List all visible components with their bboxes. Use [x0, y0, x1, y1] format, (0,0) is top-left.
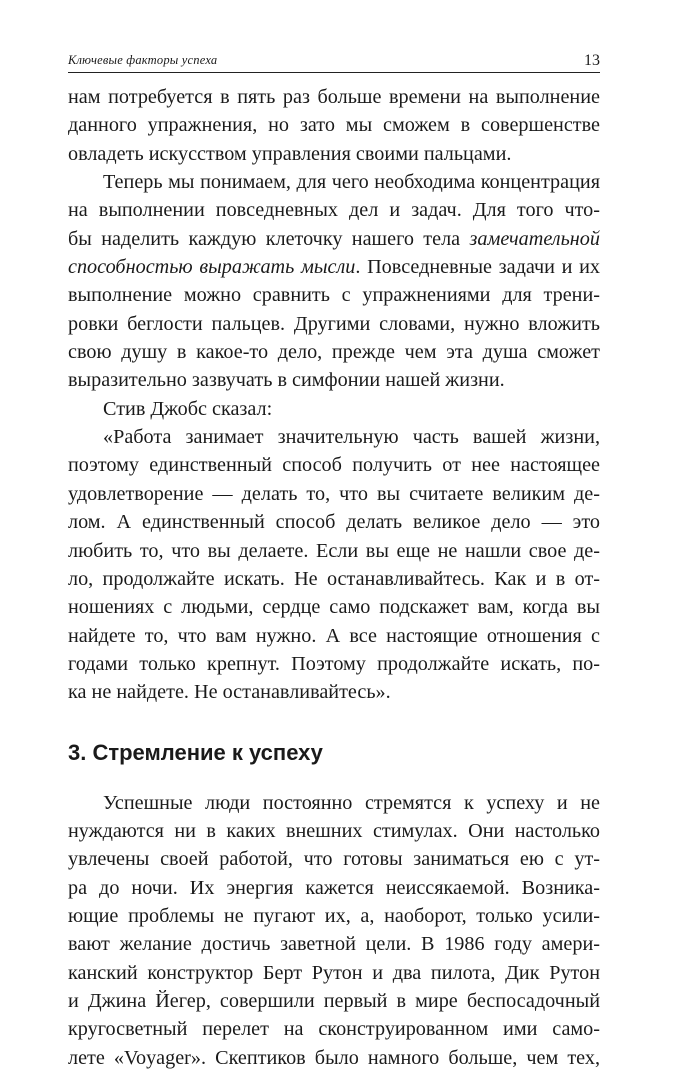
text-line: канский конструктор Берт Рутон и два пилота, Дик Рутон — [68, 961, 600, 984]
emphasis-text: способностью выражать мысли — [68, 256, 356, 279]
text-line: ло, продолжайте искать. Не останавливайтесь. Как и в от- — [68, 567, 600, 590]
quote-paragraph — [68, 423, 600, 706]
text-line: лете «Voyager». Скептиков было намного больше, чем тех, — [68, 1046, 600, 1069]
text-line: ка не найдете. Не останавливайтесь». — [68, 681, 391, 704]
text-line: «Работа занимает значительную часть вашей жизни, — [103, 426, 600, 449]
text-line: вают желание достичь заветной цели. В 1986 году амери- — [68, 933, 600, 956]
paragraph — [68, 168, 600, 395]
body-text — [68, 83, 600, 1072]
emphasis-text: замечательной — [469, 227, 600, 250]
text-line: ра до ночи. Их энергия кажется неиссякаемой. Возника- — [68, 876, 600, 899]
text-line: найдете то, что вам нужно. А все настоящие отношения с — [68, 624, 600, 647]
text-line: годами только крепнут. Поэтому продолжайте искать, по- — [68, 652, 600, 675]
text-line: овладеть искусством управления своими пальцами. — [68, 142, 512, 165]
text-line: поэтому единственный способ получить от нее настоящее — [68, 454, 600, 477]
section-heading: 3. Стремление к успеху — [68, 739, 323, 765]
text-line: нуждаются ни в каких внешних стимулах. Они настолько — [68, 819, 600, 842]
text-line — [68, 253, 600, 281]
running-head — [68, 50, 600, 73]
text-line: данного упражнения, но зато мы сможем в совершенстве — [68, 114, 600, 137]
paragraph — [68, 789, 600, 1072]
running-title: Ключевые факторы успеха — [68, 53, 218, 67]
text-line: выполнение можно сравнить с упражнениями для трени- — [68, 284, 600, 307]
text-line: ровки беглости пальцев. Другими словами, нужно вложить — [68, 312, 600, 335]
text-fragment: . Повседневные задачи и их — [355, 256, 600, 279]
text-line: удовлетворение — делать то, что вы считаете великим де- — [68, 482, 600, 505]
text-line: Теперь мы понимаем, для чего необходима концентрация — [103, 171, 600, 194]
page-number: 13 — [584, 52, 600, 69]
text-line: выразительно зазвучать в симфонии нашей жизни. — [68, 369, 505, 392]
text-line: свою душу в какое-то дело, прежде чем эта душа сможет — [68, 341, 600, 364]
text-line: нам потребуется в пять раз больше времени на выполнение — [68, 86, 600, 108]
paragraph — [68, 83, 600, 168]
text-line: ношениях с людьми, сердце само подскажет вам, когда вы — [68, 596, 600, 619]
text-line: увлечены своей работой, что готовы заниматься ею с ут- — [68, 848, 600, 871]
text-line: любить то, что вы делаете. Если вы еще не нашли свое де- — [68, 539, 600, 562]
text-line: Стив Джобс сказал: — [103, 397, 273, 420]
text-line: кругосветный перелет на сконструированном ими само- — [68, 1018, 600, 1041]
text-line: и Джина Йегер, совершили первый в мире беспосадочный — [68, 989, 600, 1012]
text-line: на выполнении повседневных дел и задач. Для того что- — [68, 199, 600, 222]
text-line: лом. А единственный способ делать великое дело — это — [68, 511, 600, 534]
paragraph — [68, 395, 600, 423]
text-line: Успешные люди постоянно стремятся к успеху и не — [103, 791, 600, 814]
text-line: ющие проблемы не пугают их, а, наоборот, только усили- — [68, 904, 600, 927]
book-page — [68, 50, 600, 1072]
text-fragment: бы наделить каждую клеточку нашего тела — [68, 227, 461, 250]
text-line — [68, 225, 600, 253]
